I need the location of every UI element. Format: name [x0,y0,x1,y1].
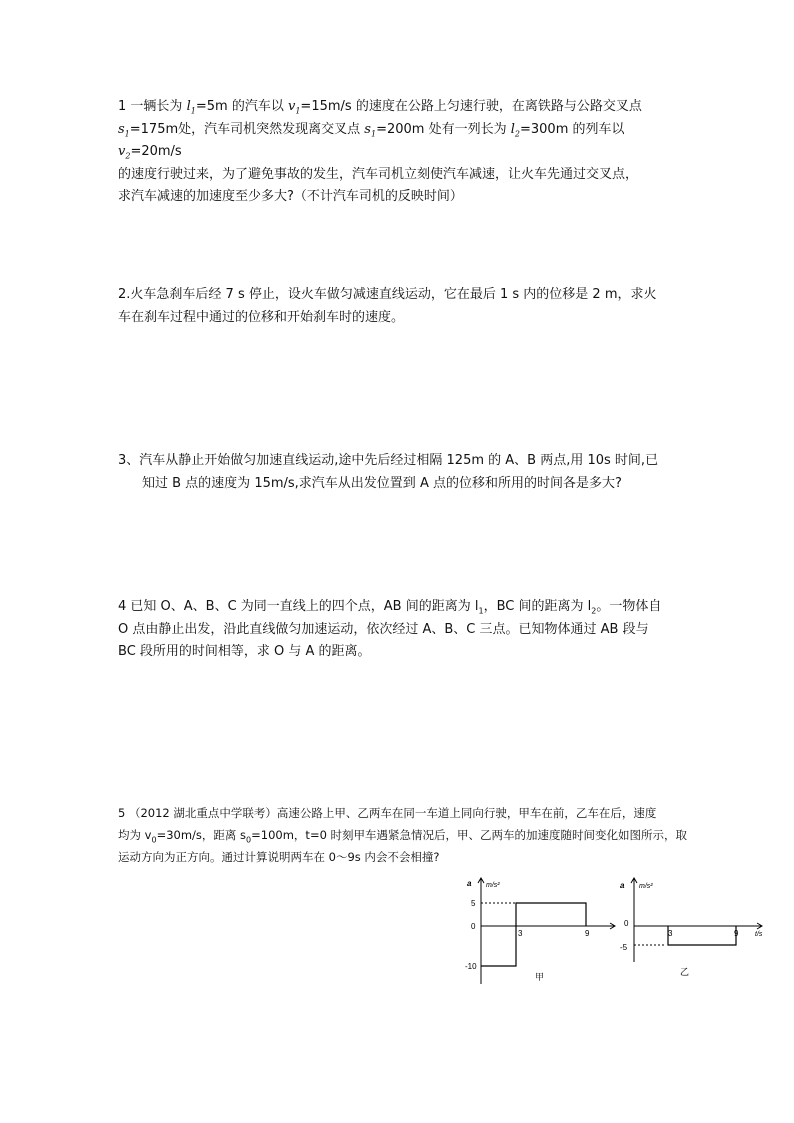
question-4-line-3: BC 段所用的时间相等，求 O 与 A 的距离。 [118,644,371,659]
question-4 [118,596,690,664]
y-axis-unit: m/s² [639,883,653,890]
y-axis-label: a [620,881,625,890]
tick-y-minus-10: -10 [465,962,477,971]
question-1-line-4: 求汽车减速的加速度至少多大?（不计汽车司机的反映时间） [118,189,463,204]
origin-label: 0 [624,919,629,928]
question-3 [118,450,690,495]
y-axis-label: a [467,879,472,888]
question-1 [118,96,690,209]
question-5-line-3: 运动方向为正方向。通过计算说明两车在 0～9s 内会不会相撞? [118,850,440,864]
tick-y-minus-5: -5 [620,943,628,952]
question-3-line-1: 3、汽车从静止开始做匀加速直线运动,途中先后经过相隔 125m 的 A、B 两点,用 10s 时间,已 [118,453,659,468]
question-5-line-2: 均为 $v_0=30m/s$，距离 $s_0=100m$，t=0 时刻甲车遇紧急情况后，甲、乙两车的加速度随时间变化如图所示，取 [118,828,688,845]
tick-x-3: 3 [518,929,523,938]
question-2 [118,284,690,329]
question-1-line-1: 1 一辆长为 $l_1=5m$ 的汽车以 $v_1=15m/s$ 的速度在公路上匀速行驶，在离铁路与公路交叉点 [118,99,642,116]
acceleration-graph-yi [610,876,770,988]
question-5-line-1: 5 （2012 湖北重点中学联考）高速公路上甲、乙两车在同一车道上同向行驶，甲车在前，乙车在后，速度 [118,806,657,820]
question-4-line-2: O 点由静止出发，沿此直线做匀加速运动，依次经过 A、B、C 三点。已知物体通过 AB 段与 [118,621,649,637]
graph-caption-jia: 甲 [535,972,545,982]
tick-x-3: 3 [668,929,673,938]
question-1-line-3: 的速度行驶过来，为了避免事故的发生，汽车司机立刻使汽车减速，让火车先通过交叉点， [118,166,639,182]
tick-y-5: 5 [471,899,476,908]
tick-x-9: 9 [734,929,739,938]
origin-label: 0 [471,922,476,931]
x-axis-unit: t/s [755,931,763,938]
question-2-line-2: 车在刹车过程中通过的位移和开始刹车时的速度。 [118,309,405,325]
y-axis-unit: m/s² [486,882,500,889]
question-3-line-2: 知过 B 点的速度为 15m/s,求汽车从出发位置到 A 点的位移和所用的时间各是多大? [142,475,622,491]
question-1-line-2: $s_1=175m$处，汽车司机突然发现离交叉点 $s_1=200m$ 处有一列长为 $l_2=300m$ 的列车以 $v_2=20m/s$ [118,121,625,161]
graph-caption-yi: 乙 [680,967,690,977]
series-line-yi [668,926,736,945]
question-4-line-1: 4 已知 O、A、B、C 为同一直线上的四个点，AB 间的距离为 $l_1$，BC 间的距离为 $l_2$。一物体自 [118,599,662,616]
acceleration-graph-jia [455,876,620,988]
series-line-jia [481,903,586,966]
question-5 [118,802,690,868]
tick-x-9: 9 [585,929,590,938]
question-2-line-1: 2.火车急刹车后经 7 s 停止，设火车做匀减速直线运动，它在最后 1 s 内的位移是 2 m，求火 [118,287,657,302]
